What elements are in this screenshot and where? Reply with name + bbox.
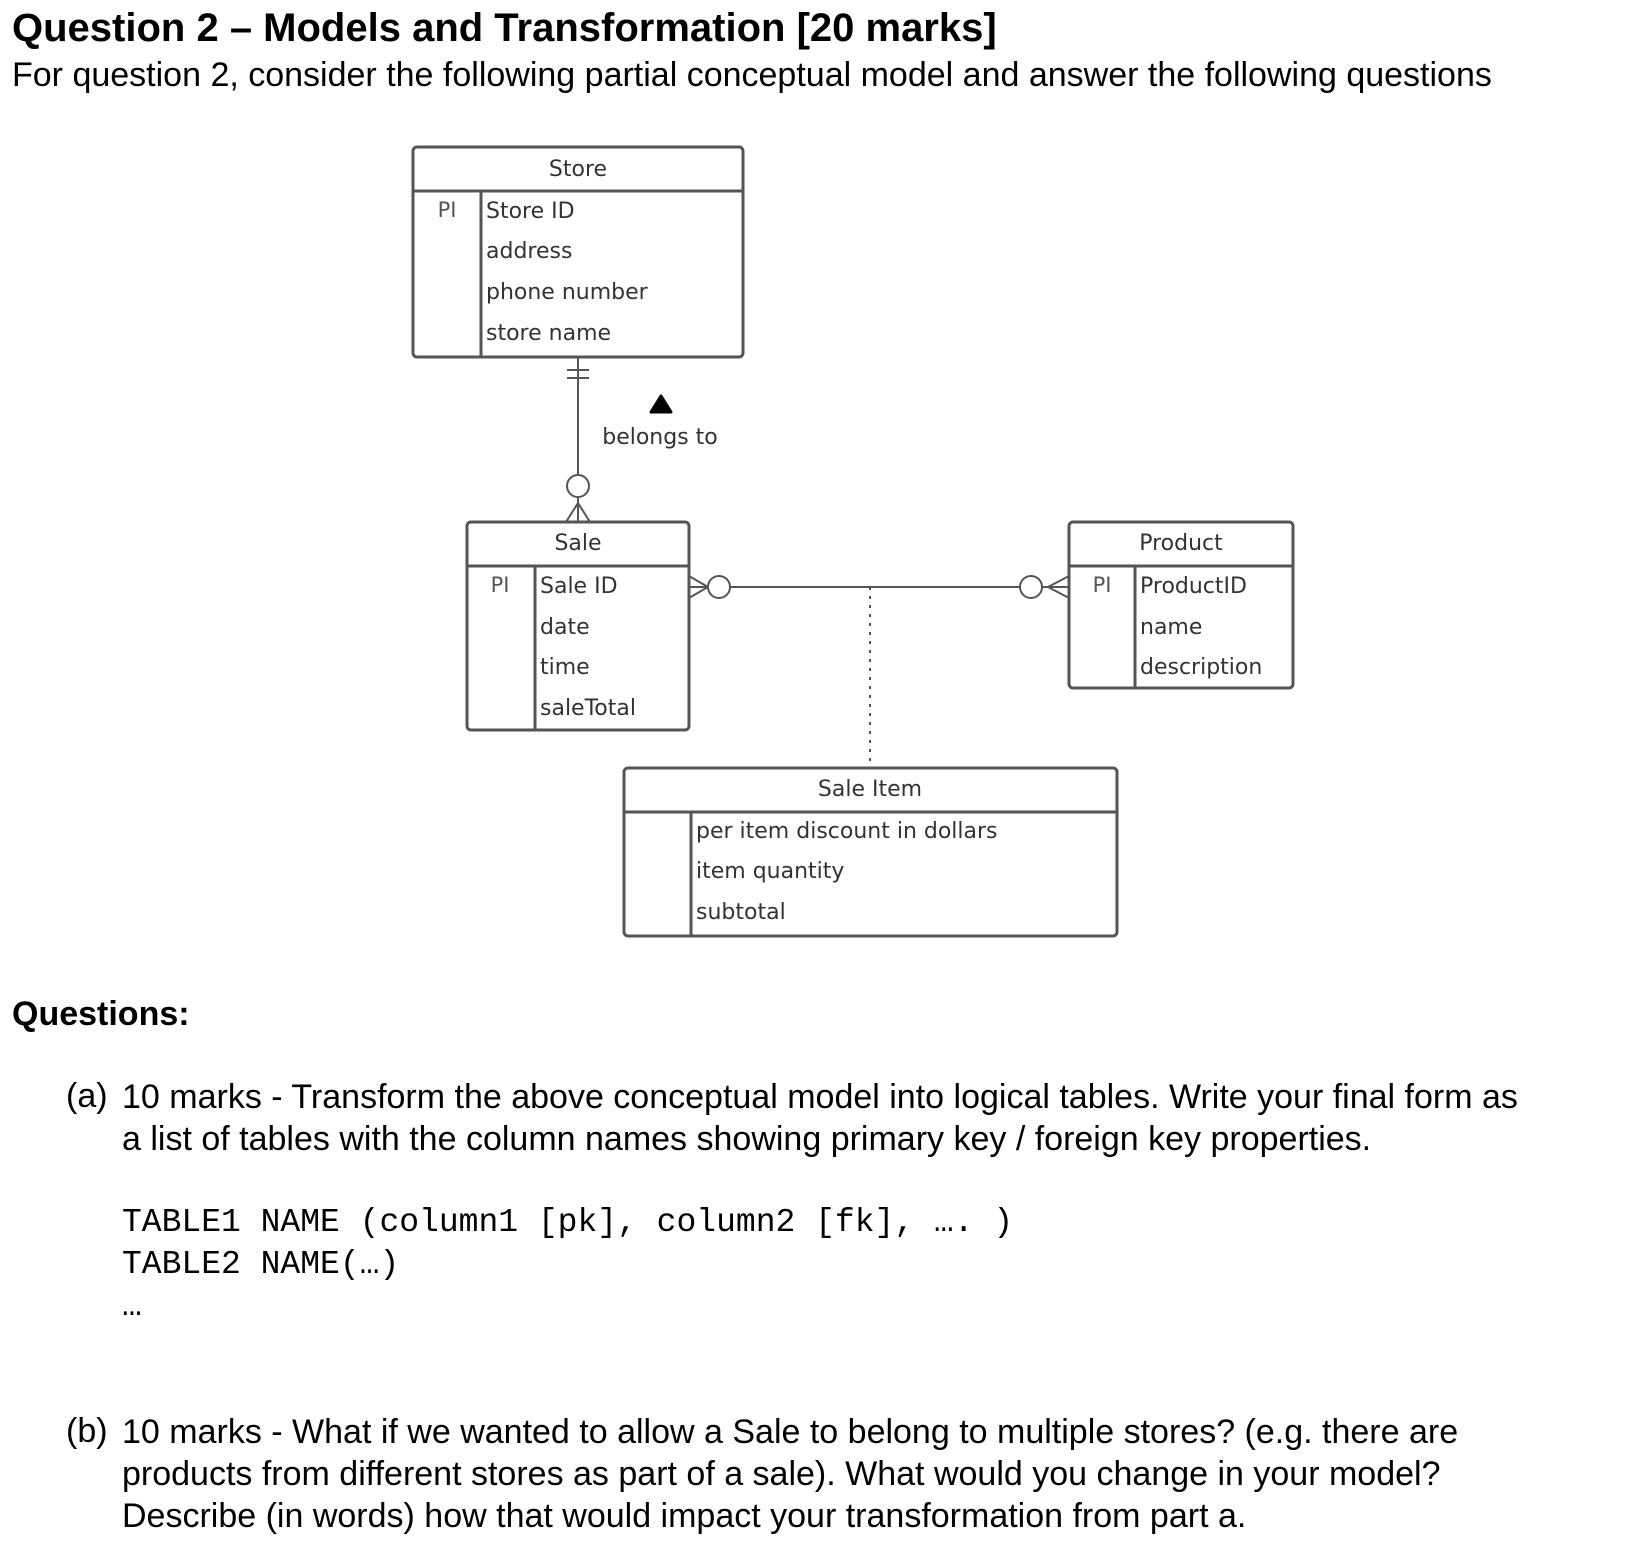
sale-item-attribute: subtotal xyxy=(696,900,786,925)
store-attribute: phone number xyxy=(486,280,648,305)
store-entity-name: Store xyxy=(548,157,608,182)
question-a-text xyxy=(122,1076,1620,1160)
sale-attribute: Sale ID xyxy=(540,574,618,599)
question-b-label: (b) xyxy=(66,1412,108,1450)
sale-item-attribute: per item discount in dollars xyxy=(696,819,998,844)
sale-item-attribute: item quantity xyxy=(696,859,845,884)
code-example-line: TABLE1 NAME (column1 [pk], column2 [fk], …. ) xyxy=(122,1204,1014,1241)
code-example-line: TABLE2 NAME(…) xyxy=(122,1246,400,1283)
sale-pi-marker: PI xyxy=(490,573,510,597)
sale-attribute: time xyxy=(540,655,590,680)
product-attribute: ProductID xyxy=(1140,574,1247,599)
question-a-label: (a) xyxy=(66,1077,108,1115)
store-attribute: store name xyxy=(486,321,612,346)
sale-product-relationship xyxy=(689,576,1069,768)
code-example-ellipsis: … xyxy=(122,1288,142,1325)
question-a-line: 10 marks - Transform the above conceptual model into logical tables. Write your final form as xyxy=(122,1078,1518,1116)
conceptual-model-diagram xyxy=(0,120,1629,960)
question-b-line: 10 marks - What if we wanted to allow a Sale to belong to multiple stores? (e.g. there are xyxy=(122,1413,1459,1451)
product-attribute: name xyxy=(1140,615,1203,640)
questions-heading: Questions: xyxy=(12,995,190,1033)
store-pi-marker: PI xyxy=(437,198,457,222)
reading-direction-triangle-icon xyxy=(651,396,671,412)
question-b-text xyxy=(122,1411,1620,1537)
sale-attribute: date xyxy=(540,615,590,640)
sale-item-entity-name: Sale Item xyxy=(817,777,923,802)
question-intro: For question 2, consider the following partial conceptual model and answer the following questions xyxy=(12,56,1492,94)
relationship-label: belongs to xyxy=(602,425,718,450)
sale-entity-name: Sale xyxy=(554,531,602,556)
store-attribute: address xyxy=(486,239,573,264)
question-a-line: a list of tables with the column names showing primary key / foreign key properties. xyxy=(122,1120,1372,1158)
question-b-line: Describe (in words) how that would impact your transformation from part a. xyxy=(122,1497,1247,1535)
product-entity-name: Product xyxy=(1139,531,1223,556)
question-title: Question 2 – Models and Transformation [20 marks] xyxy=(12,6,997,50)
product-pi-marker: PI xyxy=(1092,573,1112,597)
sale-attribute: saleTotal xyxy=(540,696,636,721)
product-attribute: description xyxy=(1140,655,1263,680)
question-b-line: products from different stores as part of a sale). What would you change in your model? xyxy=(122,1455,1441,1493)
store-sale-relationship xyxy=(566,357,590,522)
store-attribute: Store ID xyxy=(486,199,575,224)
